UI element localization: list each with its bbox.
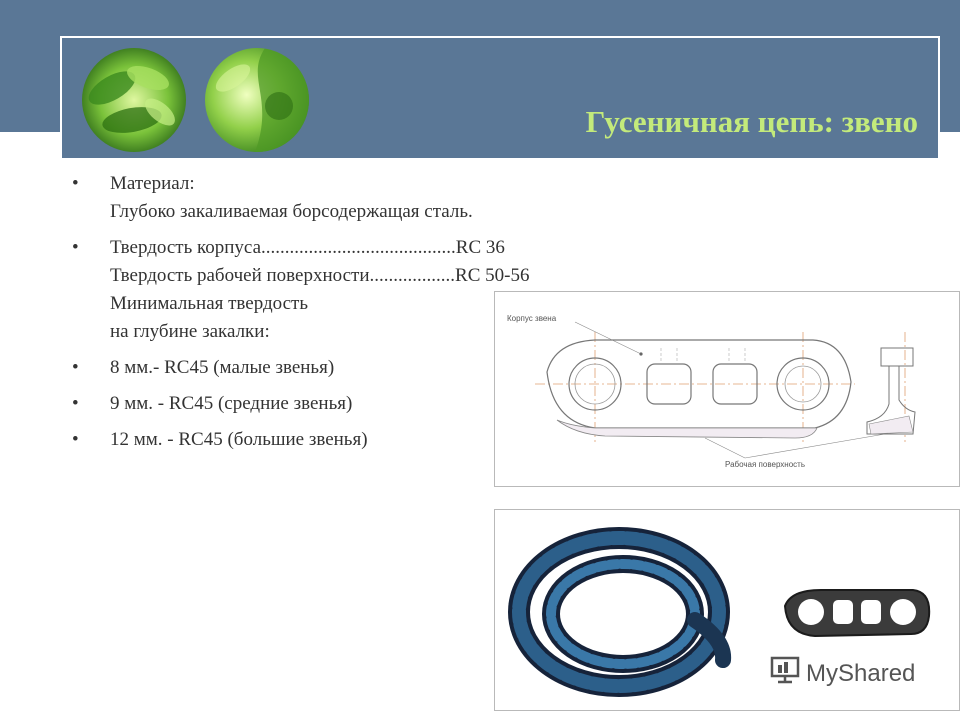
bullet-line: Твердость рабочей поверхности..................RC 50-56 xyxy=(110,265,530,286)
bullet-line: 8 мм.- RC45 (малые звенья) xyxy=(110,357,335,378)
leaf-image-2 xyxy=(205,48,309,152)
bullet-line: на глубине закалки: xyxy=(110,321,270,342)
bullet-line: Глубоко закаливаемая борсодержащая сталь. xyxy=(110,201,473,222)
link-drawing-panel xyxy=(494,291,960,487)
bullet-line: Минимальная твердость xyxy=(110,293,309,314)
bullet-dot: • xyxy=(72,393,79,414)
bullet-line: 12 мм. - RC45 (большие звенья) xyxy=(110,429,368,450)
bullet-line: 9 мм. - RC45 (средние звенья) xyxy=(110,393,353,414)
leaf-image-1 xyxy=(82,48,186,152)
link-drawing xyxy=(495,292,959,486)
bullet-item xyxy=(72,170,672,226)
header-box xyxy=(60,36,940,160)
label-link-body: Корпус звена xyxy=(507,314,557,323)
slide-title: Гусеничная цепь: звено xyxy=(585,104,918,139)
label-working-surface: Рабочая поверхность xyxy=(725,460,805,469)
presentation-icon xyxy=(770,656,800,691)
bullet-dot: • xyxy=(72,173,79,194)
watermark-text: MyShared xyxy=(806,659,916,687)
watermark xyxy=(770,656,915,691)
bullet-line: Твердость корпуса.........................................RC 36 xyxy=(110,237,505,258)
bullet-dot: • xyxy=(72,357,79,378)
bullet-line: Материал: xyxy=(110,173,195,194)
bullet-dot: • xyxy=(72,429,79,450)
bullet-dot: • xyxy=(72,237,79,258)
